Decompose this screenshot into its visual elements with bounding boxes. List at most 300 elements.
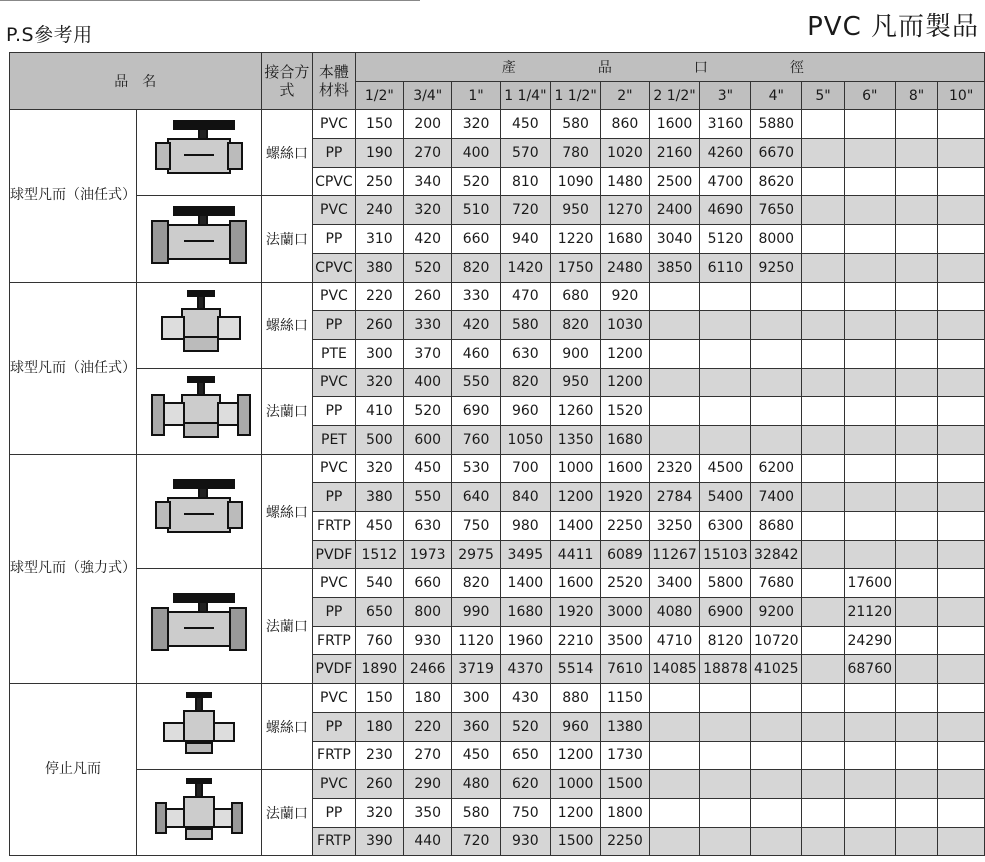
- price-cell: 190: [355, 139, 403, 168]
- price-cell: 680: [550, 282, 600, 311]
- price-cell: 340: [404, 167, 452, 196]
- globe-valve-flanged-icon: [137, 368, 262, 454]
- price-cell: 270: [404, 741, 452, 770]
- price-cell: 7680: [751, 569, 802, 598]
- price-cell: [844, 167, 895, 196]
- price-cell: [751, 827, 802, 856]
- price-cell: 520: [452, 167, 500, 196]
- size-header: 1": [452, 81, 500, 110]
- price-cell: [802, 540, 845, 569]
- price-cell: 2210: [550, 626, 600, 655]
- connection-type: 法蘭口: [261, 196, 313, 282]
- price-cell: [649, 425, 700, 454]
- price-cell: [802, 225, 845, 254]
- price-cell: 320: [355, 368, 403, 397]
- price-cell: [938, 798, 985, 827]
- price-cell: 440: [404, 827, 452, 856]
- price-cell: [844, 368, 895, 397]
- price-cell: 5400: [700, 483, 751, 512]
- price-cell: 150: [355, 110, 403, 139]
- price-cell: [649, 282, 700, 311]
- table-row: [10, 454, 985, 483]
- globe-valve-threaded-icon: [137, 282, 262, 368]
- price-cell: 760: [355, 626, 403, 655]
- product-category: 球型凡而（油任式）: [10, 110, 137, 282]
- price-cell: 400: [404, 368, 452, 397]
- price-cell: 180: [355, 712, 403, 741]
- size-header: 3": [700, 81, 751, 110]
- price-cell: [895, 655, 938, 684]
- price-cell: 360: [452, 712, 500, 741]
- price-cell: 450: [452, 741, 500, 770]
- price-cell: 450: [404, 454, 452, 483]
- price-cell: 630: [500, 339, 550, 368]
- price-cell: 1680: [601, 225, 649, 254]
- price-cell: 240: [355, 196, 403, 225]
- price-cell: 1350: [550, 425, 600, 454]
- price-table: [9, 52, 985, 856]
- price-cell: 980: [500, 512, 550, 541]
- product-category: 球型凡而（油任式）: [10, 282, 137, 454]
- price-cell: 1680: [500, 598, 550, 627]
- price-cell: [938, 397, 985, 426]
- price-cell: [895, 741, 938, 770]
- price-cell: 1090: [550, 167, 600, 196]
- price-cell: 15103: [700, 540, 751, 569]
- price-cell: 660: [404, 569, 452, 598]
- price-cell: [700, 770, 751, 799]
- price-cell: [802, 827, 845, 856]
- price-cell: [700, 282, 751, 311]
- price-cell: 3250: [649, 512, 700, 541]
- price-cell: 18878: [700, 655, 751, 684]
- price-cell: [751, 339, 802, 368]
- price-cell: [649, 770, 700, 799]
- price-cell: 1200: [550, 483, 600, 512]
- price-cell: 230: [355, 741, 403, 770]
- price-cell: [938, 425, 985, 454]
- price-cell: [895, 225, 938, 254]
- price-cell: 2500: [649, 167, 700, 196]
- price-cell: 1200: [601, 368, 649, 397]
- price-cell: 1890: [355, 655, 403, 684]
- price-cell: 760: [452, 425, 500, 454]
- price-cell: [802, 741, 845, 770]
- price-cell: [751, 397, 802, 426]
- material-cell: PP: [313, 712, 355, 741]
- price-cell: 260: [404, 282, 452, 311]
- price-cell: 9250: [751, 253, 802, 282]
- connection-type: 螺絲口: [261, 110, 313, 196]
- price-cell: [895, 540, 938, 569]
- price-cell: 380: [355, 483, 403, 512]
- price-cell: 7650: [751, 196, 802, 225]
- material-cell: PP: [313, 397, 355, 426]
- size-header: 3/4": [404, 81, 452, 110]
- price-cell: 260: [355, 770, 403, 799]
- price-cell: [649, 311, 700, 340]
- price-cell: 1050: [500, 425, 550, 454]
- price-cell: 470: [500, 282, 550, 311]
- price-cell: 1600: [550, 569, 600, 598]
- price-cell: 1500: [601, 770, 649, 799]
- material-cell: FRTP: [313, 827, 355, 856]
- price-cell: 800: [404, 598, 452, 627]
- price-cell: [802, 655, 845, 684]
- size-group-header: 產 品 口 徑: [355, 53, 984, 82]
- price-cell: [844, 684, 895, 713]
- price-cell: 1000: [550, 770, 600, 799]
- price-cell: 650: [500, 741, 550, 770]
- material-cell: PP: [313, 311, 355, 340]
- price-cell: 580: [550, 110, 600, 139]
- price-cell: [895, 483, 938, 512]
- price-cell: 1000: [550, 454, 600, 483]
- price-cell: [802, 712, 845, 741]
- price-cell: 6110: [700, 253, 751, 282]
- price-cell: 330: [452, 282, 500, 311]
- price-cell: 600: [404, 425, 452, 454]
- price-cell: [649, 368, 700, 397]
- price-cell: 720: [452, 827, 500, 856]
- price-cell: 320: [404, 196, 452, 225]
- table-row: [10, 368, 985, 397]
- price-cell: 200: [404, 110, 452, 139]
- material-cell: PP: [313, 483, 355, 512]
- price-cell: [895, 339, 938, 368]
- price-cell: 950: [550, 196, 600, 225]
- price-cell: 1220: [550, 225, 600, 254]
- ball-valve-heavy-flanged-icon: [137, 569, 262, 684]
- price-cell: [751, 712, 802, 741]
- price-cell: 780: [550, 139, 600, 168]
- price-cell: [751, 798, 802, 827]
- connection-type: 法蘭口: [261, 368, 313, 454]
- material-cell: PVC: [313, 770, 355, 799]
- material-cell: PP: [313, 225, 355, 254]
- price-cell: 2520: [601, 569, 649, 598]
- price-cell: [649, 798, 700, 827]
- price-cell: [938, 655, 985, 684]
- price-cell: 6300: [700, 512, 751, 541]
- price-cell: [802, 598, 845, 627]
- price-cell: 930: [404, 626, 452, 655]
- price-cell: 400: [452, 139, 500, 168]
- price-cell: [649, 827, 700, 856]
- material-cell: PVDF: [313, 655, 355, 684]
- size-header: 8": [895, 81, 938, 110]
- price-cell: [802, 626, 845, 655]
- price-cell: 500: [355, 425, 403, 454]
- price-cell: 3160: [700, 110, 751, 139]
- price-cell: [700, 712, 751, 741]
- price-cell: [802, 110, 845, 139]
- price-cell: 1730: [601, 741, 649, 770]
- price-cell: [938, 167, 985, 196]
- price-cell: [802, 339, 845, 368]
- price-cell: [802, 569, 845, 598]
- price-cell: 580: [452, 798, 500, 827]
- table-row: [10, 684, 985, 713]
- price-cell: 900: [550, 339, 600, 368]
- price-cell: [895, 827, 938, 856]
- price-cell: 720: [500, 196, 550, 225]
- price-cell: 5880: [751, 110, 802, 139]
- price-cell: 510: [452, 196, 500, 225]
- price-cell: 2466: [404, 655, 452, 684]
- price-cell: [938, 512, 985, 541]
- material-cell: CPVC: [313, 167, 355, 196]
- price-cell: 640: [452, 483, 500, 512]
- price-cell: 11267: [649, 540, 700, 569]
- product-category: 球型凡而（強力式）: [10, 454, 137, 684]
- price-cell: 700: [500, 454, 550, 483]
- price-cell: [751, 368, 802, 397]
- price-cell: 920: [601, 282, 649, 311]
- price-cell: 6200: [751, 454, 802, 483]
- price-cell: 10720: [751, 626, 802, 655]
- price-cell: [844, 712, 895, 741]
- price-cell: [700, 425, 751, 454]
- price-cell: 5120: [700, 225, 751, 254]
- price-cell: 540: [355, 569, 403, 598]
- price-cell: [938, 311, 985, 340]
- table-row: [10, 770, 985, 799]
- material-cell: PVC: [313, 454, 355, 483]
- price-cell: [938, 684, 985, 713]
- price-cell: 1680: [601, 425, 649, 454]
- price-cell: 6900: [700, 598, 751, 627]
- price-cell: 410: [355, 397, 403, 426]
- price-cell: 4500: [700, 454, 751, 483]
- price-cell: [895, 684, 938, 713]
- price-cell: [895, 569, 938, 598]
- price-cell: [649, 397, 700, 426]
- price-cell: 520: [404, 253, 452, 282]
- price-cell: [844, 196, 895, 225]
- price-cell: 330: [404, 311, 452, 340]
- price-cell: [802, 282, 845, 311]
- price-cell: 550: [452, 368, 500, 397]
- price-cell: [938, 626, 985, 655]
- price-cell: [895, 139, 938, 168]
- material-cell: PET: [313, 425, 355, 454]
- price-cell: [844, 110, 895, 139]
- price-cell: 370: [404, 339, 452, 368]
- price-cell: 8120: [700, 626, 751, 655]
- price-cell: 1030: [601, 311, 649, 340]
- price-cell: [938, 253, 985, 282]
- price-cell: [751, 770, 802, 799]
- price-cell: 650: [355, 598, 403, 627]
- price-cell: 4710: [649, 626, 700, 655]
- price-cell: [844, 454, 895, 483]
- price-cell: [938, 741, 985, 770]
- price-cell: [751, 684, 802, 713]
- material-cell: PP: [313, 598, 355, 627]
- price-cell: 1480: [601, 167, 649, 196]
- size-header: 6": [844, 81, 895, 110]
- price-cell: 310: [355, 225, 403, 254]
- price-cell: 5514: [550, 655, 600, 684]
- price-cell: 1750: [550, 253, 600, 282]
- price-cell: 750: [452, 512, 500, 541]
- price-cell: [895, 425, 938, 454]
- price-cell: 8620: [751, 167, 802, 196]
- price-cell: 180: [404, 684, 452, 713]
- price-cell: [700, 368, 751, 397]
- price-cell: 270: [404, 139, 452, 168]
- material-cell: PTE: [313, 339, 355, 368]
- price-cell: 1020: [601, 139, 649, 168]
- price-cell: [649, 712, 700, 741]
- price-cell: 3040: [649, 225, 700, 254]
- price-cell: 21120: [844, 598, 895, 627]
- material-cell: CPVC: [313, 253, 355, 282]
- price-cell: 1400: [500, 569, 550, 598]
- product-category: 停止凡而: [10, 684, 137, 856]
- price-cell: [938, 110, 985, 139]
- price-cell: 320: [452, 110, 500, 139]
- table-row: [10, 569, 985, 598]
- price-cell: [751, 425, 802, 454]
- price-cell: 450: [355, 512, 403, 541]
- ball-valve-heavy-threaded-icon: [137, 454, 262, 569]
- price-cell: [938, 339, 985, 368]
- table-row: [10, 110, 985, 139]
- price-cell: [844, 282, 895, 311]
- price-cell: 150: [355, 684, 403, 713]
- price-cell: 1400: [550, 512, 600, 541]
- price-cell: [895, 110, 938, 139]
- price-cell: [802, 483, 845, 512]
- price-cell: 1800: [601, 798, 649, 827]
- price-cell: [844, 225, 895, 254]
- price-cell: [700, 684, 751, 713]
- price-cell: 550: [404, 483, 452, 512]
- connection-header: 接合方式: [261, 53, 313, 110]
- price-cell: 1973: [404, 540, 452, 569]
- connection-type: 螺絲口: [261, 684, 313, 770]
- price-cell: 960: [550, 712, 600, 741]
- price-cell: [844, 827, 895, 856]
- price-cell: 3495: [500, 540, 550, 569]
- price-cell: 990: [452, 598, 500, 627]
- price-cell: 2975: [452, 540, 500, 569]
- price-cell: [802, 397, 845, 426]
- price-cell: 520: [500, 712, 550, 741]
- price-cell: 2250: [601, 827, 649, 856]
- price-cell: [700, 798, 751, 827]
- table-row: [10, 282, 985, 311]
- material-cell: PVC: [313, 196, 355, 225]
- price-cell: [700, 397, 751, 426]
- price-cell: 460: [452, 339, 500, 368]
- price-cell: [938, 712, 985, 741]
- price-cell: [895, 770, 938, 799]
- price-cell: 3500: [601, 626, 649, 655]
- price-cell: 750: [500, 798, 550, 827]
- price-cell: [895, 598, 938, 627]
- price-cell: 810: [500, 167, 550, 196]
- price-cell: 220: [404, 712, 452, 741]
- price-cell: 820: [500, 368, 550, 397]
- price-cell: 290: [404, 770, 452, 799]
- price-cell: 300: [452, 684, 500, 713]
- price-cell: [844, 311, 895, 340]
- price-cell: [802, 368, 845, 397]
- price-cell: 690: [452, 397, 500, 426]
- reference-note: P.S參考用: [6, 24, 93, 46]
- price-cell: 1920: [601, 483, 649, 512]
- price-cell: 1200: [550, 741, 600, 770]
- price-cell: [844, 253, 895, 282]
- price-cell: 820: [452, 569, 500, 598]
- top-rule: [0, 0, 420, 1]
- price-cell: [895, 196, 938, 225]
- price-cell: 1260: [550, 397, 600, 426]
- price-cell: [938, 196, 985, 225]
- price-cell: [802, 139, 845, 168]
- price-cell: 350: [404, 798, 452, 827]
- price-cell: 1200: [601, 339, 649, 368]
- price-cell: [700, 311, 751, 340]
- connection-type: 法蘭口: [261, 569, 313, 684]
- price-cell: 860: [601, 110, 649, 139]
- price-cell: [649, 684, 700, 713]
- price-cell: [938, 540, 985, 569]
- price-cell: 7400: [751, 483, 802, 512]
- material-cell: FRTP: [313, 626, 355, 655]
- price-cell: [844, 425, 895, 454]
- material-cell: PP: [313, 139, 355, 168]
- price-cell: 820: [550, 311, 600, 340]
- price-cell: [751, 741, 802, 770]
- price-cell: [938, 368, 985, 397]
- price-cell: 1420: [500, 253, 550, 282]
- price-cell: 1380: [601, 712, 649, 741]
- price-cell: [895, 167, 938, 196]
- price-cell: [802, 425, 845, 454]
- material-cell: PVDF: [313, 540, 355, 569]
- price-cell: [938, 827, 985, 856]
- price-cell: 480: [452, 770, 500, 799]
- price-cell: [844, 339, 895, 368]
- price-cell: 940: [500, 225, 550, 254]
- price-cell: 3000: [601, 598, 649, 627]
- price-cell: 4080: [649, 598, 700, 627]
- price-cell: [895, 512, 938, 541]
- price-cell: 1270: [601, 196, 649, 225]
- size-header: 1 1/4": [500, 81, 550, 110]
- price-cell: 1512: [355, 540, 403, 569]
- price-cell: 3719: [452, 655, 500, 684]
- price-cell: 4690: [700, 196, 751, 225]
- price-cell: 1120: [452, 626, 500, 655]
- price-cell: [751, 311, 802, 340]
- price-cell: 9200: [751, 598, 802, 627]
- price-cell: 6670: [751, 139, 802, 168]
- price-cell: [802, 311, 845, 340]
- price-cell: [802, 196, 845, 225]
- price-cell: 41025: [751, 655, 802, 684]
- material-cell: PP: [313, 798, 355, 827]
- price-cell: [844, 139, 895, 168]
- price-cell: [802, 798, 845, 827]
- price-cell: 1920: [550, 598, 600, 627]
- price-cell: 840: [500, 483, 550, 512]
- price-cell: [844, 483, 895, 512]
